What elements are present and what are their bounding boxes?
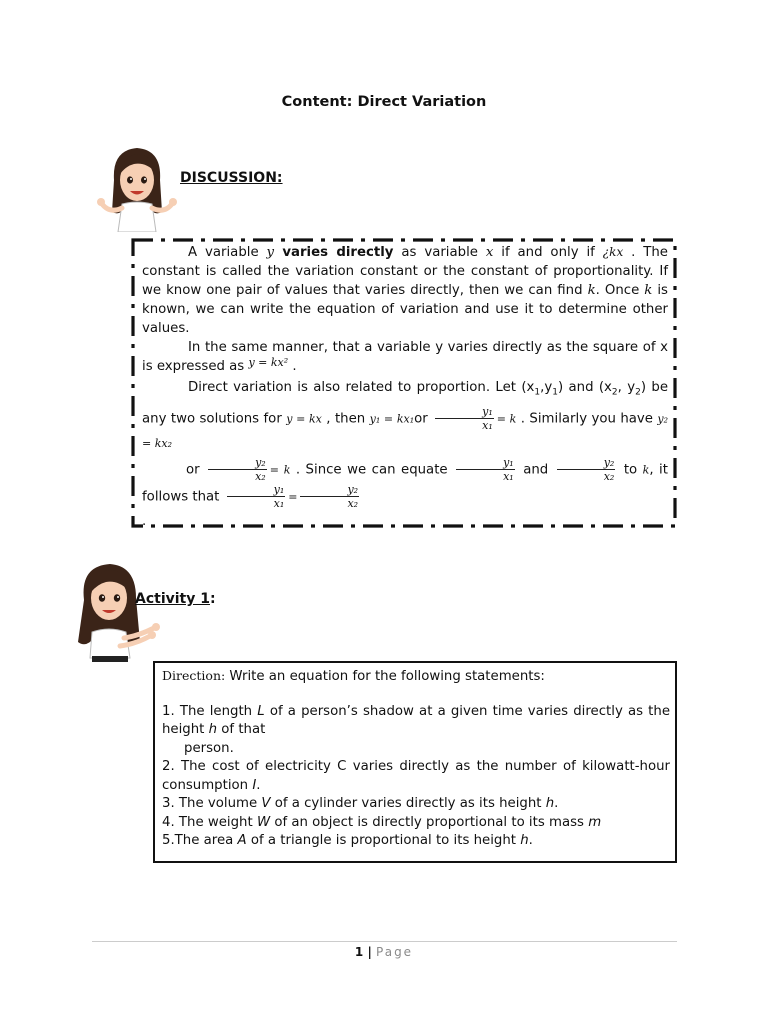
text: person. <box>184 740 234 756</box>
text: or <box>414 411 433 427</box>
numerator: y₂ <box>208 456 267 470</box>
text: , it follows that <box>142 462 668 505</box>
text: ) and (x <box>557 380 612 395</box>
discussion-body <box>142 243 668 534</box>
numerator: y₁ <box>227 483 286 497</box>
text: . The constant is called the variation constant or the constant of proportionality. If we know one pair of values that varies directly, then we can find <box>142 245 668 298</box>
numerator: y₁ <box>435 405 494 419</box>
text: of a cylinder varies directly as its height <box>270 796 546 811</box>
var: h <box>208 722 218 737</box>
teacher-avatar-illustration <box>94 142 180 232</box>
equation: y = kx <box>286 412 322 426</box>
text: . <box>554 796 559 811</box>
statement-4 <box>162 814 670 833</box>
text: 1. The length <box>162 703 258 719</box>
var: V <box>261 796 271 811</box>
direction-line <box>162 667 670 687</box>
var-k: k <box>587 283 596 298</box>
text: or <box>186 462 206 478</box>
text: In the same manner, that a variable y varies directly as the square of x is expressed as <box>142 340 668 374</box>
statement-1-continuation <box>162 740 670 759</box>
text: 3. The volume <box>162 796 262 811</box>
fraction <box>557 456 616 483</box>
activity-heading <box>135 591 216 607</box>
equation: y₁ = kx₁ <box>369 412 415 426</box>
text: Direct variation is also related to proportion. Let (x <box>188 380 535 395</box>
activity-heading-text: Activity 1 <box>135 591 210 607</box>
equation: = k <box>269 463 291 477</box>
direction-text: Write an equation for the following statements: <box>225 669 545 684</box>
numerator: y₁ <box>456 456 515 470</box>
direction-content <box>162 667 670 851</box>
text: . Similarly you have <box>516 411 658 427</box>
equals-sign: = <box>288 490 298 504</box>
text: as variable <box>393 245 486 260</box>
text: of a person’s shadow at a given time varies directly as the height <box>162 703 671 737</box>
text: of that <box>217 722 266 737</box>
text: ) be any two solutions for <box>142 380 668 427</box>
direction-label: Direction: <box>162 668 226 683</box>
var-x: x <box>485 245 494 260</box>
text: . <box>528 833 533 848</box>
denominator: x₁ <box>503 469 514 483</box>
var-k: k <box>642 463 650 477</box>
var: m <box>588 814 602 830</box>
var: h <box>520 833 529 848</box>
var-y: y <box>266 245 275 260</box>
text: . <box>288 359 297 374</box>
text: is known, we can write the equation of variation and use it to determine other values. <box>142 283 668 336</box>
discussion-paragraph-1 <box>142 243 668 338</box>
statement-3 <box>162 795 670 814</box>
equation: y₂ = kx₂ <box>142 412 669 450</box>
text: . Since we can equate <box>290 462 454 478</box>
statement-5 <box>162 832 670 851</box>
equation: = k <box>496 412 517 426</box>
discussion-paragraph-3 <box>142 376 668 534</box>
numerator: y₂ <box>557 456 616 470</box>
denominator: x₂ <box>255 469 266 483</box>
fraction <box>435 405 494 432</box>
text: . <box>256 777 261 793</box>
page-label: Page <box>376 945 414 959</box>
page-footer <box>0 945 768 959</box>
var: W <box>256 814 271 830</box>
subscript: 1 <box>534 387 541 398</box>
statement-1 <box>162 703 670 740</box>
discussion-paragraph-2 <box>142 338 668 376</box>
text: 5.The area <box>162 833 238 848</box>
footer-divider <box>92 941 677 942</box>
subscript: 2 <box>635 387 641 398</box>
teacher-pointing-illustration <box>70 558 166 664</box>
fraction <box>456 456 515 483</box>
text: , then <box>321 411 370 427</box>
fraction <box>227 483 286 510</box>
denominator: x₁ <box>482 418 493 432</box>
denominator: x₂ <box>347 496 359 510</box>
var: L <box>257 703 265 719</box>
denominator: x₁ <box>273 496 285 510</box>
denominator: x₂ <box>603 469 615 483</box>
text: 4. The weight <box>162 814 257 830</box>
fraction <box>208 456 267 483</box>
numerator: y₂ <box>300 483 359 497</box>
text: of an object is directly proportional to its mass <box>270 814 589 830</box>
var: h <box>545 796 555 811</box>
text: , y <box>617 380 636 395</box>
var: A <box>237 833 247 848</box>
equation: ¿kx <box>602 245 624 259</box>
text: A variable <box>188 245 267 260</box>
separator: | <box>363 945 377 959</box>
subscript: 1 <box>552 387 558 398</box>
text: 2. The cost of electricity C varies directly as the number of kilowatt-hour consumption <box>162 759 670 793</box>
text: and <box>517 462 554 478</box>
page-title: Content: Direct Variation <box>281 94 487 110</box>
page-number: 1 <box>354 945 364 959</box>
statement-2 <box>162 758 670 795</box>
equation: y = kx² <box>248 356 289 369</box>
bold-term: varies directly <box>274 245 394 260</box>
colon: : <box>209 591 216 607</box>
text: if and only if <box>493 245 603 260</box>
fraction <box>300 483 359 510</box>
text: . <box>142 513 147 529</box>
text: . Once <box>595 283 645 298</box>
text: ,y <box>540 380 553 395</box>
text: to <box>618 462 643 478</box>
subscript: 2 <box>611 387 618 398</box>
discussion-heading: DISCUSSION: <box>180 170 283 186</box>
var: I <box>252 777 257 793</box>
var-k: k <box>644 283 653 298</box>
text: of a triangle is proportional to its height <box>246 833 521 848</box>
